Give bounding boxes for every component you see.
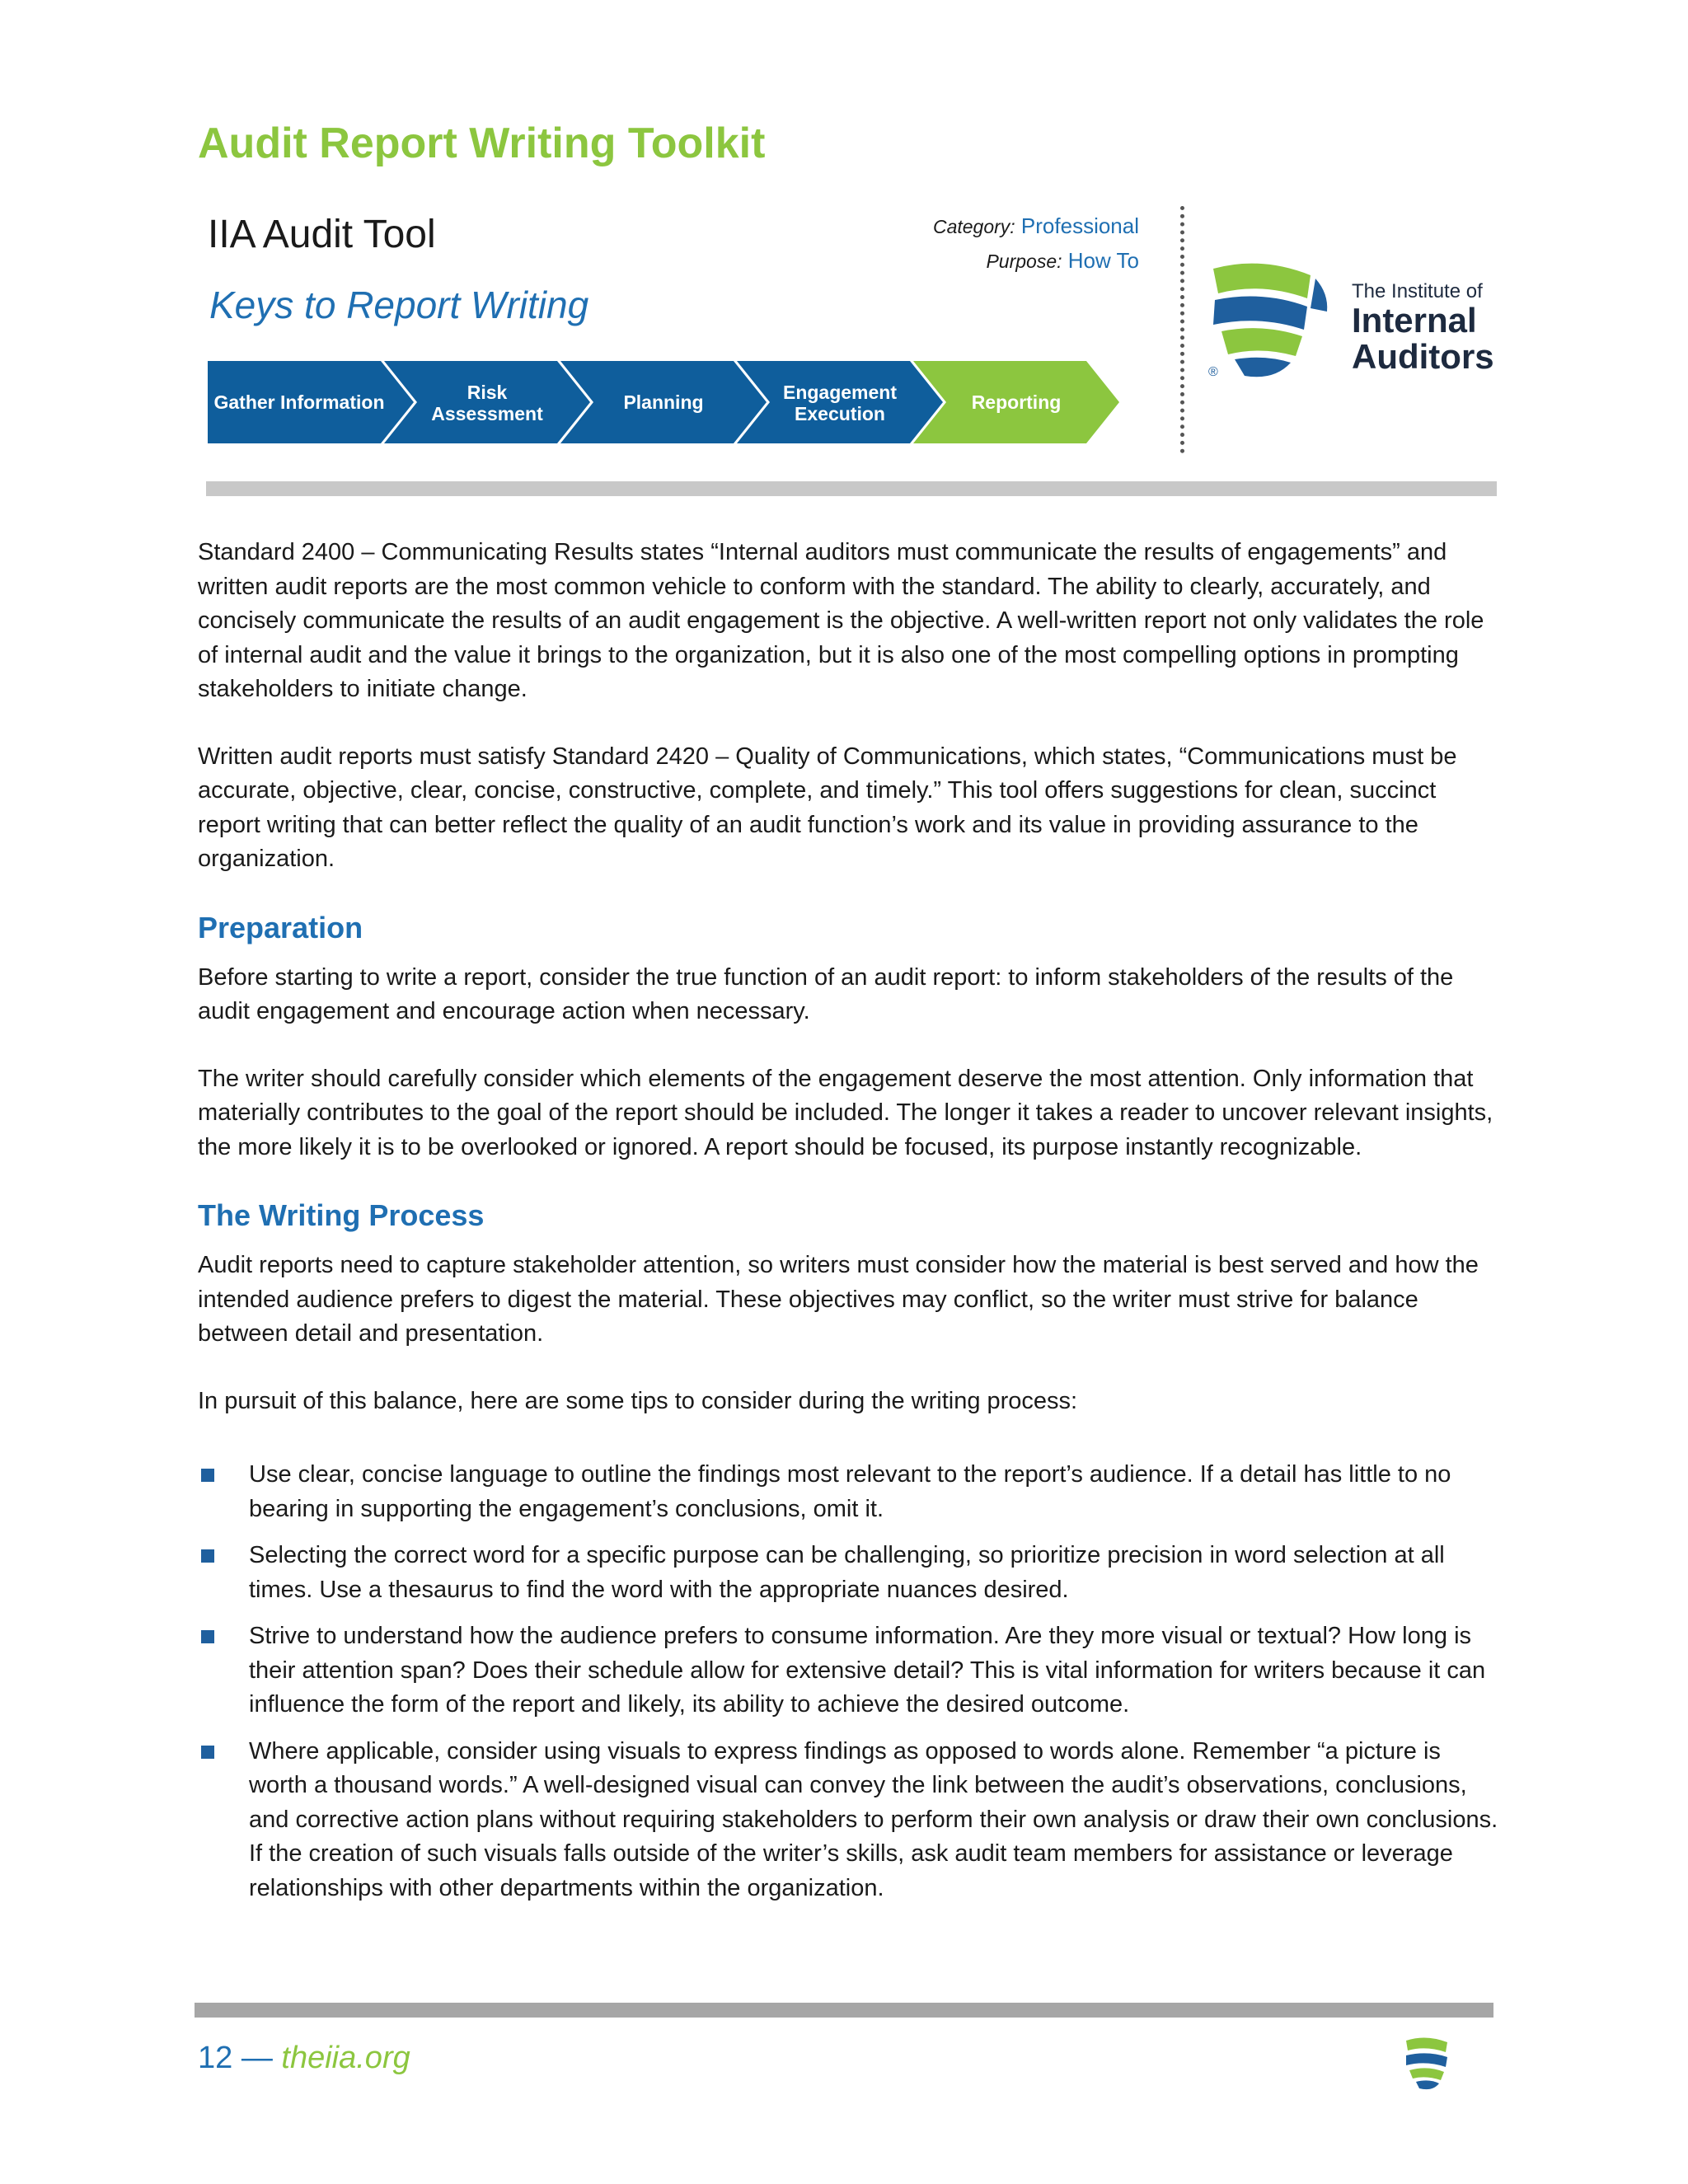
purpose-key: Purpose: (986, 251, 1062, 272)
process-step-label: Gather Information (213, 391, 385, 413)
process-step-label: Assessment (431, 403, 543, 424)
tips-list (198, 1458, 1500, 1905)
purpose-row (986, 246, 1139, 276)
list-item (198, 1619, 1500, 1722)
process-step-label: Risk (467, 382, 508, 403)
logo-line1: The Institute of (1352, 280, 1483, 302)
page-number: 12 (198, 2041, 233, 2075)
list-item (198, 1458, 1500, 1526)
intro-paragraph-2: Written audit reports must satisfy Standard 2420 – Quality of Communications, which states, “Communications must be accurate, objective, clear, concise, constructive, complete, and timely.” This tool offers suggestions for clean, succinct report writing that can better reflect the quality of an audit function’s work and its value in providing assurance to the organization. (198, 743, 1457, 872)
page-footer (198, 2037, 410, 2079)
process-step-label: Engagement (782, 382, 898, 403)
preparation-heading: Preparation (198, 910, 363, 944)
list-item (198, 1539, 1500, 1607)
purpose-value: How To (1067, 248, 1139, 273)
square-bullet-icon (201, 1630, 214, 1643)
writing-process-heading: The Writing Process (198, 1198, 485, 1232)
header-rule (206, 481, 1497, 496)
globe-mark-icon (1213, 264, 1327, 377)
preparation-paragraph-1: Before starting to write a report, consider the true function of an audit report: to inform stakeholders of the results of the audit engagement and encourage action when necessary. (198, 963, 1454, 1024)
footer-rule (195, 2003, 1493, 2018)
tip-text: Selecting the correct word for a specific purpose can be challenging, so prioritize precision in word selection at all times. Use a thesaurus to find the word with the appropriate nuances desired. (249, 1542, 1445, 1603)
preparation-paragraph-2: The writer should carefully consider which elements of the engagement deserve the most attention. Only information that materially contributes to the goal of the report should be included. The longer it takes a reader to uncover relevant insights, the more likely it is to be overlooked or ignored. A report should be focused, its purpose instantly recognizable. (198, 1065, 1493, 1160)
process-step-label: Planning (623, 391, 704, 413)
writing-paragraph-2: In pursuit of this balance, here are some tips to consider during the writing process: (198, 1387, 1078, 1414)
logo-line3: Auditors (1352, 337, 1494, 376)
document-body (198, 536, 1500, 1918)
dotted-divider (1180, 206, 1184, 453)
process-flow (208, 359, 1131, 447)
category-row (933, 211, 1139, 241)
square-bullet-icon (201, 1549, 214, 1563)
intro-paragraph-1: Standard 2400 – Communicating Results states “Internal auditors must communicate the results of engagements” and written audit reports are the most common vehicle to conform with the standard. The ability to clearly, accurately, and concisely communicate the results of an audit engagement is the objective. A well-written report not only validates the role of internal audit and the value it brings to the organization, but it is also one of the most compelling options in prompting stakeholders to initiate change. (198, 539, 1484, 702)
tool-subtitle: Keys to Report Writing (209, 284, 589, 326)
logo-wordmark (1352, 282, 1494, 374)
footer-separator: — (241, 2041, 273, 2075)
toolkit-title: Audit Report Writing Toolkit (198, 120, 766, 167)
tool-label: IIA Audit Tool (208, 213, 436, 256)
process-step-label: Reporting (971, 391, 1062, 413)
process-flow-chevrons (208, 359, 1131, 447)
writing-paragraph-1: Audit reports need to capture stakeholder attention, so writers must consider how the material is best served and how the intended audience prefers to digest the material. These objectives may conflict, so the writer must strive for balance between detail and presentation. (198, 1252, 1479, 1347)
square-bullet-icon (201, 1746, 214, 1759)
category-value: Professional (1020, 213, 1139, 238)
tip-text: Where applicable, consider using visuals to express findings as opposed to words alone. Remember “a picture is worth a thousand words.” A well-designed visual can convey the link between the audit’s observations, conclusions, and corrective action plans without requiring stakeholders to perform their own analysis or draw their own conclusions. If the creation of such visuals falls outside of the writer’s skills, ask audit team members for assistance or leverage relationships with other departments within the organization. (249, 1737, 1498, 1901)
process-step-label: Execution (795, 403, 885, 424)
category-key: Category: (932, 216, 1015, 237)
tip-text: Use clear, concise language to outline the findings most relevant to the report’s audience. If a detail has little to no bearing in supporting the engagement’s conclusions, omit it. (249, 1461, 1451, 1522)
list-item (198, 1735, 1500, 1906)
logo-line2: Internal (1352, 301, 1477, 340)
square-bullet-icon (201, 1469, 214, 1482)
footer-site-link[interactable]: theiia.org (281, 2041, 410, 2075)
registered-mark: ® (1208, 365, 1218, 379)
footer-logo-icon (1401, 2036, 1467, 2092)
tip-text: Strive to understand how the audience prefers to consume information. Are they more visual or textual? How long is their attention span? Does their schedule allow for extensive detail? This is vital information for writers because it can influence the form of the report and likely, its ability to achieve the desired outcome. (249, 1623, 1486, 1718)
